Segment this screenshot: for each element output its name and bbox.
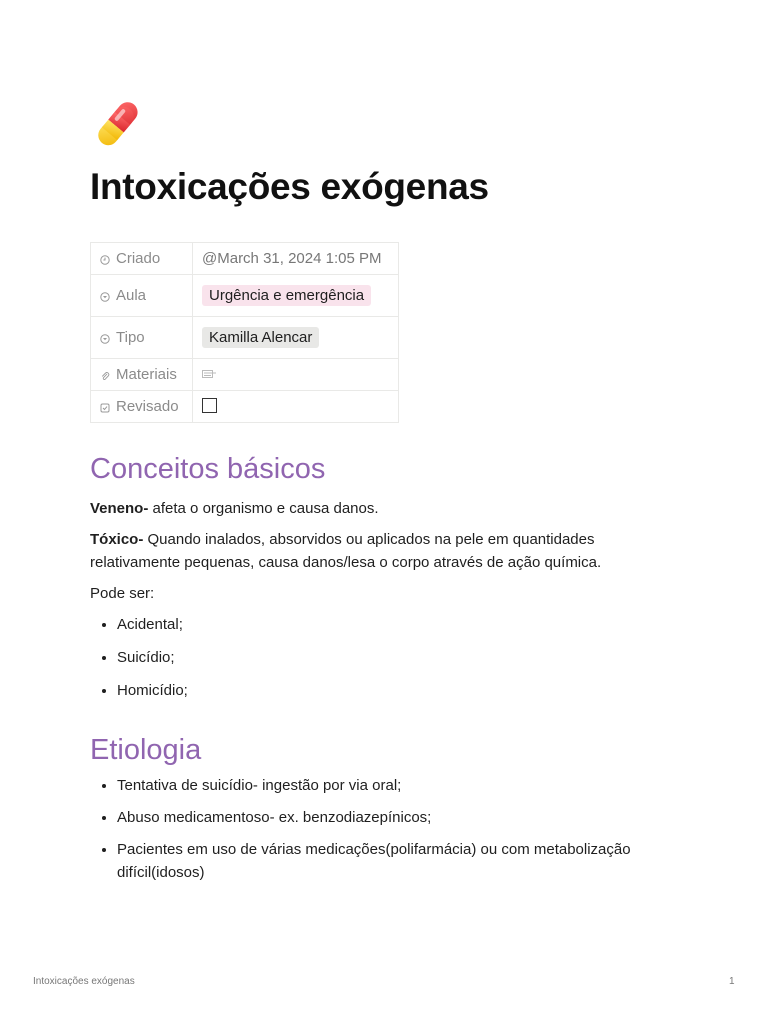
- property-label: Tipo: [116, 329, 145, 346]
- property-row-materiais: [91, 359, 399, 391]
- paragraph-veneno: [90, 497, 690, 520]
- footer-page-number: 1: [729, 976, 735, 987]
- page-content: [90, 100, 690, 884]
- text-toxico: Quando inalados, absorvidos ou aplicados na pele em quantidades relativamente pequenas, causa danos/lesa o corpo através de ação química.: [90, 531, 602, 571]
- list-item: • Abuso medicamentoso- ex. benzodiazepínicos;: [117, 806, 697, 829]
- list-item: • Acidental;: [117, 613, 690, 636]
- term-veneno: Veneno-: [90, 500, 149, 517]
- list-item: • Suicídio;: [117, 646, 690, 669]
- list-etiologia: [90, 774, 697, 884]
- revisado-checkbox[interactable]: [202, 398, 217, 413]
- paperclip-icon: [100, 371, 110, 381]
- page-title: Intoxicações exógenas: [90, 166, 489, 207]
- pill-icon: [90, 100, 142, 152]
- property-label: Materiais: [116, 366, 177, 383]
- properties-table: [90, 242, 399, 423]
- property-row-revisado: [91, 391, 399, 423]
- property-label: Aula: [116, 287, 147, 304]
- section-heading-conceitos: Conceitos básicos: [90, 453, 326, 485]
- footer-title: Intoxicações exógenas: [33, 976, 135, 987]
- list-tipos: [90, 613, 690, 702]
- tag-tipo[interactable]: Kamilla Alencar: [202, 327, 319, 348]
- text-veneno: afeta o organismo e causa danos.: [148, 500, 379, 517]
- list-item: • Homicídio;: [117, 679, 690, 702]
- tag-aula[interactable]: Urgência e emergência: [202, 285, 371, 306]
- paragraph-toxico: [90, 528, 660, 574]
- list-item: • Pacientes em uso de várias medicações(polifarmácia) ou com metabolização difícil(idosos): [117, 838, 697, 884]
- term-toxico: Tóxico-: [90, 531, 144, 548]
- paragraph-pode-ser: Pode ser:: [90, 585, 155, 602]
- file-icon[interactable]: [202, 370, 218, 380]
- property-value-criado[interactable]: @March 31, 2024 1:05 PM: [193, 243, 399, 275]
- select-icon: [100, 334, 110, 344]
- checkbox-icon: [100, 403, 110, 413]
- clock-icon: [100, 255, 110, 265]
- property-row-criado: [91, 243, 399, 275]
- property-row-tipo: [91, 317, 399, 359]
- select-icon: [100, 292, 110, 302]
- section-heading-etiologia: Etiologia: [90, 734, 202, 766]
- list-item: • Tentativa de suicídio- ingestão por via oral;: [117, 774, 697, 797]
- property-row-aula: [91, 275, 399, 317]
- property-label: Revisado: [116, 398, 179, 415]
- property-label: Criado: [116, 250, 161, 267]
